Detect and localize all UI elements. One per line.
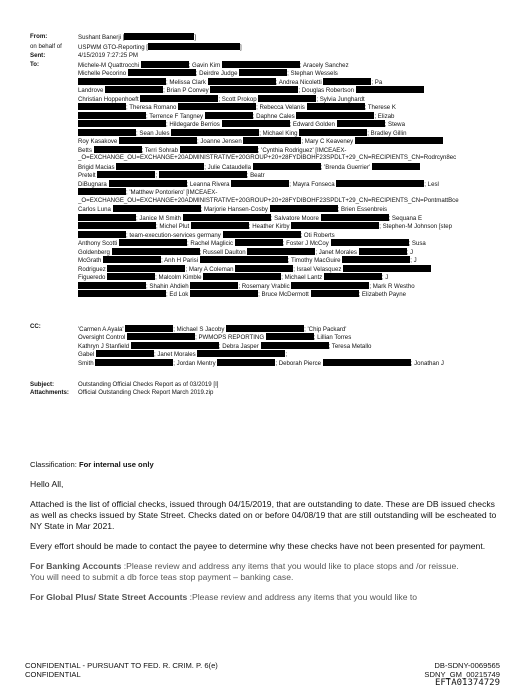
recipient-line: Gabel ; Janet Morales ;	[78, 351, 288, 358]
recipient-line: Christian Hoppenhoeft ; Scott Prokop ; Sylvia Junghardt	[78, 95, 365, 103]
redaction	[258, 95, 316, 102]
redaction	[197, 350, 285, 357]
to-recipients	[78, 61, 508, 323]
paragraph-contact: Every effort should be made to contact the payee to determine why these checks have not been presented for payment.	[30, 541, 486, 551]
sent-value: 4/15/2019 7:27:25 PM	[78, 52, 138, 59]
recipient-line: Rodriguez ; Mary A Coleman ; Israel Velasquez	[78, 265, 508, 274]
redaction	[124, 33, 194, 40]
recipient-line: Oversight Control ; PWMOPS REPORTING ; Lillian Torres	[78, 334, 352, 341]
redaction	[190, 282, 238, 289]
recipient-line: ; Terrence F Tangney ; Daphne Cales ; Elizab	[78, 112, 508, 121]
recipient-line: ; Ed Lok ; Bruce McDermott ; Elizabeth Payne	[78, 290, 508, 299]
recipient-line: _O=EXCHANGE_OU=EXCHANGE+20ADMINISTRATIVE+20GROUP+20+28FYDIBOHF23SPDLT+29_CN=RECIPIENTS_CN=PontmattBce	[78, 196, 459, 204]
recipient-line: ; Shahin Ahdieh ; Rosemary Vrablic ; Mark R Westho	[78, 282, 508, 291]
banking-text: :Please review and address any items that you would like to place stops and /or reissue.	[121, 561, 459, 571]
redaction	[78, 103, 126, 110]
banking-text-2: You will need to submit a db force teas stop payment – banking case.	[30, 572, 294, 582]
redaction	[222, 61, 300, 68]
behalf-label: on behalf of	[30, 42, 62, 50]
recipient-line: Betts ; Terri Sohrab ; 'Cynthia Rodriguez' [IMCEAEX-	[78, 146, 347, 154]
redaction	[180, 146, 258, 153]
redaction	[119, 137, 197, 144]
recipient-line: Roy Kasakove ; Joanne Jensen ; Mary C Keaveney	[78, 137, 508, 146]
redaction	[96, 350, 154, 357]
redaction	[307, 103, 365, 110]
redaction	[253, 163, 321, 170]
cc-row	[30, 323, 508, 375]
redaction	[355, 137, 443, 144]
redaction	[223, 231, 301, 238]
greeting: Hello All,	[30, 479, 64, 489]
redaction	[235, 239, 283, 246]
redaction	[159, 171, 247, 178]
redaction	[127, 333, 195, 340]
cc-recipients	[78, 325, 508, 375]
redaction	[323, 78, 371, 85]
redaction	[208, 78, 276, 85]
redaction	[105, 86, 163, 93]
redaction	[343, 265, 431, 272]
recipient-line: ; 'Matthew Pontoriero' [IMCEAEX-	[78, 188, 508, 197]
cc-label: CC:	[30, 322, 41, 330]
redaction	[191, 222, 249, 229]
redaction	[336, 180, 424, 187]
redaction	[78, 78, 166, 85]
redaction	[107, 265, 185, 272]
redaction	[103, 256, 161, 263]
recipient-line: ; Sean Jules ; Michael King ; Bradley Gillin	[78, 129, 508, 138]
redaction	[78, 188, 126, 195]
recipient-line: Pretelt ; ; Beatr	[78, 172, 265, 179]
recipient-line: Michelle Pecorino ; Deirdre Judge ; Stephan Wessels	[78, 70, 338, 77]
redaction	[261, 342, 329, 349]
footer-left	[25, 661, 218, 679]
redaction	[356, 86, 424, 93]
recipient-line: Anthony Scotti ; Rachel Maglicic ; Foster J McCoy ; Susa	[78, 240, 426, 247]
redaction	[235, 265, 293, 272]
redaction	[78, 290, 166, 297]
footer-right	[424, 661, 500, 688]
redaction	[94, 146, 142, 153]
redaction	[78, 120, 166, 127]
redaction	[226, 325, 304, 332]
redaction	[141, 61, 189, 68]
redaction	[97, 171, 155, 178]
attachments-label: Attachments:	[30, 389, 69, 396]
classification: Classification: For internal use only	[30, 460, 154, 469]
redaction	[270, 205, 338, 212]
recipient-line: Brigid Macias ; Julie Cataudella ; 'Brenda Guerrier'	[78, 163, 508, 172]
redaction	[200, 256, 288, 263]
redaction	[128, 69, 196, 76]
redaction	[266, 333, 314, 340]
recipient-line: ; Theresa Romano ; Rebecca Velanis ; Therese K	[78, 103, 508, 112]
redaction	[217, 359, 275, 366]
redaction	[291, 282, 369, 289]
redaction	[109, 180, 187, 187]
redaction	[112, 248, 200, 255]
redaction	[107, 273, 155, 280]
global-text: :Please review and address any items that you would like to	[187, 592, 418, 602]
subject-row	[30, 381, 508, 390]
redaction	[239, 69, 287, 76]
redaction	[247, 248, 315, 255]
subject-label: Subject:	[30, 380, 55, 388]
redaction	[210, 86, 298, 93]
redaction	[299, 129, 367, 136]
redaction	[183, 214, 271, 221]
redaction	[148, 43, 240, 50]
redaction	[125, 325, 173, 332]
redaction	[359, 248, 407, 255]
global-plus-section	[30, 592, 500, 603]
from-value: Sushant Banerji [ ]	[78, 34, 197, 41]
bates-number-1: DB-SDNY-0069565	[434, 661, 500, 670]
redaction	[171, 129, 259, 136]
redaction	[321, 214, 389, 221]
recipient-line: ; Michel Plut ; Heather Kirby ; Stephen-M Johnson [step	[78, 222, 508, 231]
redaction	[337, 120, 385, 127]
sent-label: Sent:	[30, 52, 46, 59]
redaction	[131, 342, 219, 349]
global-heading: For Global Plus/ State Street Accounts	[30, 592, 188, 602]
efta-number: EFTA01374729	[434, 678, 500, 688]
redaction	[222, 120, 290, 127]
to-label: To:	[30, 60, 40, 68]
recipient-line: Michele-M Quattrocchi ; Gavin Kim ; Aracely Sanchez	[78, 61, 349, 69]
recipient-line: Landrove ; Brian P Convey ; Douglas Robertson	[78, 86, 508, 95]
redaction	[113, 205, 201, 212]
redaction	[323, 359, 411, 366]
paragraph-checks: Attached is the list of official checks, issued through 04/15/2019, that are outstanding to date. These are DB issued checks as well as checks issued by State Street. Checks dated on or before 04/08/19 that are still outstanding will be escheated to NY State in Mar 2021.	[30, 499, 497, 531]
recipient-line: Figueredo ; Malcolm Kimble ; Michael Lantz ; J	[78, 274, 389, 281]
redaction	[178, 103, 256, 110]
redaction	[116, 163, 204, 170]
redaction	[311, 290, 359, 297]
redaction	[78, 214, 136, 221]
banking-heading: For Banking Accounts	[30, 561, 122, 571]
redaction	[78, 222, 156, 229]
from-row	[30, 33, 508, 43]
bates-number-2: SDNY_GM_00215749	[424, 670, 500, 679]
recipient-line: _O=EXCHANGE_OU=EXCHANGE+20ADMINISTRATIVE+20GROUP+20+28FYDIBOHF23SPDLT+29_CN=RECIPIENTS_CN=Rodrcyn8ec	[78, 154, 457, 161]
redaction	[119, 239, 187, 246]
redaction	[190, 290, 258, 297]
attachment-link[interactable]: Official Outstanding Check Report March 2019.zip	[78, 389, 214, 396]
recipient-line: Carlos Luna ; Marjorie Hansen-Cosby ; Brien Essenbreis	[78, 206, 388, 213]
sent-row	[30, 52, 508, 61]
redaction	[372, 163, 420, 170]
redaction	[140, 95, 218, 102]
recipient-line: ; Melissa Clark ; Andrea Nicoletti ; Pa	[78, 78, 508, 87]
redaction	[203, 273, 281, 280]
attachments-row	[30, 389, 508, 398]
redaction	[243, 137, 301, 144]
confidential-label: CONFIDENTIAL	[25, 670, 81, 679]
redaction	[78, 282, 146, 289]
recipient-line: ; team-execution-services germany ; Oti Roberts	[78, 231, 508, 240]
recipient-line: 'Carmen A Ayala' ; Michael S Jacoby ; 'Chip Packard'	[78, 325, 347, 333]
recipient-line: ; Janice M Smith ; Salvatore Moore ; Sequana E	[78, 214, 508, 223]
redaction	[342, 256, 410, 263]
redaction	[231, 180, 289, 187]
redaction	[324, 273, 382, 280]
redaction	[291, 222, 379, 229]
from-label: From:	[30, 33, 48, 40]
redaction	[331, 239, 409, 246]
behalf-row	[30, 43, 508, 53]
redaction	[95, 359, 173, 366]
recipient-line: Kathryn J Stanfield ; Debra Jasper ; Teresa Metallo	[78, 342, 372, 350]
behalf-value: USPWM GTO-Reporting [ ]	[78, 43, 242, 51]
email-body	[30, 459, 500, 612]
subject-value: Outstanding Official Checks Report as of 03/2019 [I]	[78, 380, 219, 388]
redaction	[78, 112, 146, 119]
email-header	[30, 33, 508, 398]
recipient-line: DiBugnara ; Leanna Rivera ; Mayra Fonseca ; Lesl	[78, 180, 439, 188]
to-row	[30, 61, 508, 323]
banking-accounts-section	[30, 561, 500, 583]
recipient-line: ; Hildegarde Berrios ; Edward Golden ; Stewa	[78, 120, 508, 129]
redaction	[296, 112, 374, 119]
redaction	[205, 112, 253, 119]
redaction	[78, 129, 136, 136]
confidential-notice: CONFIDENTIAL - PURSUANT TO FED. R. CRIM. P. 6(e)	[25, 661, 218, 670]
recipient-line: Smith ; Jordan Mentry ; Deborah Pierce ; Jonathan J	[78, 359, 444, 367]
redaction	[78, 231, 126, 238]
recipient-line: Goldenberg ; Russell Daulton ; Janet Morales ; J	[78, 248, 414, 256]
recipient-line: McGrath ; Anh H Parisi ; Timothy MacGuire ; J	[78, 257, 417, 264]
